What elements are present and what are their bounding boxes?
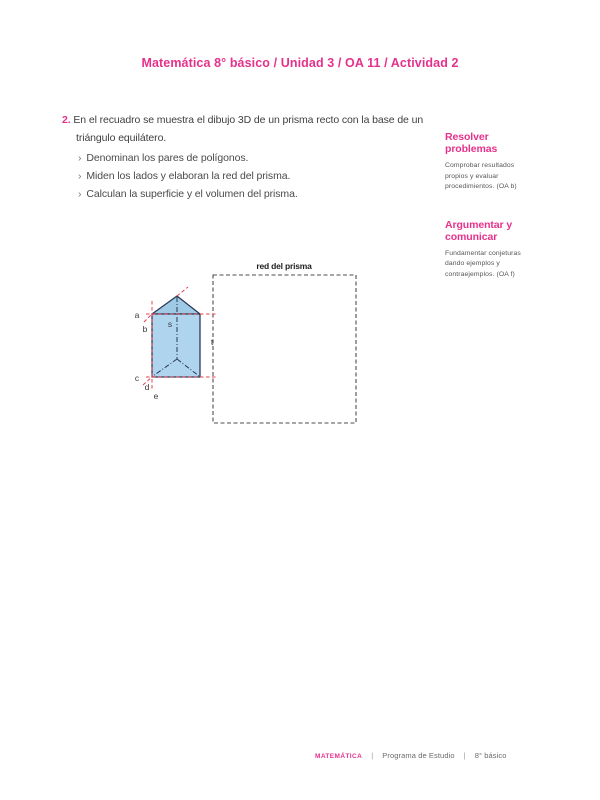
sidebar-section-resolver-problemas xyxy=(445,131,531,193)
footer-program: Programa de Estudio xyxy=(382,751,455,760)
activity-intro-text: En el recuadro se muestra el dibujo 3D de un prisma recto con la base de un triángulo equilátero. xyxy=(73,114,424,144)
activity-block xyxy=(62,112,442,203)
footer-separator: | xyxy=(463,751,466,760)
edge-label-c: c xyxy=(134,373,140,383)
prism-top-face xyxy=(152,296,200,314)
prism-diagram xyxy=(128,252,373,437)
list-item xyxy=(78,168,442,186)
footer-brand: MATEMÁTICA xyxy=(315,753,363,760)
sidebar-section-title: Argumentar y comunicar xyxy=(445,218,513,243)
net-box xyxy=(210,275,356,423)
edge-label-e: e xyxy=(153,391,159,401)
guide-diagonal-apex xyxy=(177,287,188,296)
skills-sidebar xyxy=(445,131,531,306)
sidebar-section-body: Fundamentar conjeturas dando ejemplos y contraejemplos. (OA f) xyxy=(445,249,521,278)
prism-front-face xyxy=(152,314,200,377)
bullet-text: Denominan los pares de polígonos. xyxy=(86,152,249,164)
edge-label-a: a xyxy=(134,310,140,320)
footer-grade: 8° básico xyxy=(474,751,507,760)
activity-number: 2. xyxy=(62,114,71,126)
chevron-bullet-icon: › xyxy=(78,152,82,164)
bullet-text: Miden los lados y elaboran la red del prisma. xyxy=(86,169,291,182)
activity-intro xyxy=(62,112,442,147)
chevron-bullet-icon: › xyxy=(78,169,82,182)
page-footer xyxy=(315,751,507,760)
sidebar-section-body: Comprobar resultados propios y evaluar procedimientos. (OA b) xyxy=(445,162,517,190)
edge-label-t: t xyxy=(210,337,214,347)
sidebar-section-argumentar-comunicar xyxy=(445,219,531,281)
edge-label-s: s xyxy=(167,319,173,329)
list-item xyxy=(78,186,442,204)
list-item xyxy=(78,150,442,168)
bullet-list xyxy=(78,150,442,203)
bullet-text: Calculan la superficie y el volumen del prisma. xyxy=(86,187,298,200)
edge-label-d: d xyxy=(144,382,150,392)
chevron-bullet-icon: › xyxy=(78,187,82,200)
footer-separator: | xyxy=(371,751,374,760)
page-title: Matemática 8° básico / Unidad 3 / OA 11 / Actividad 2 xyxy=(141,56,459,70)
edge-label-b: b xyxy=(142,324,148,334)
sidebar-section-title: Resolver problemas xyxy=(445,131,498,155)
net-box-label: red del prisma xyxy=(256,261,312,271)
